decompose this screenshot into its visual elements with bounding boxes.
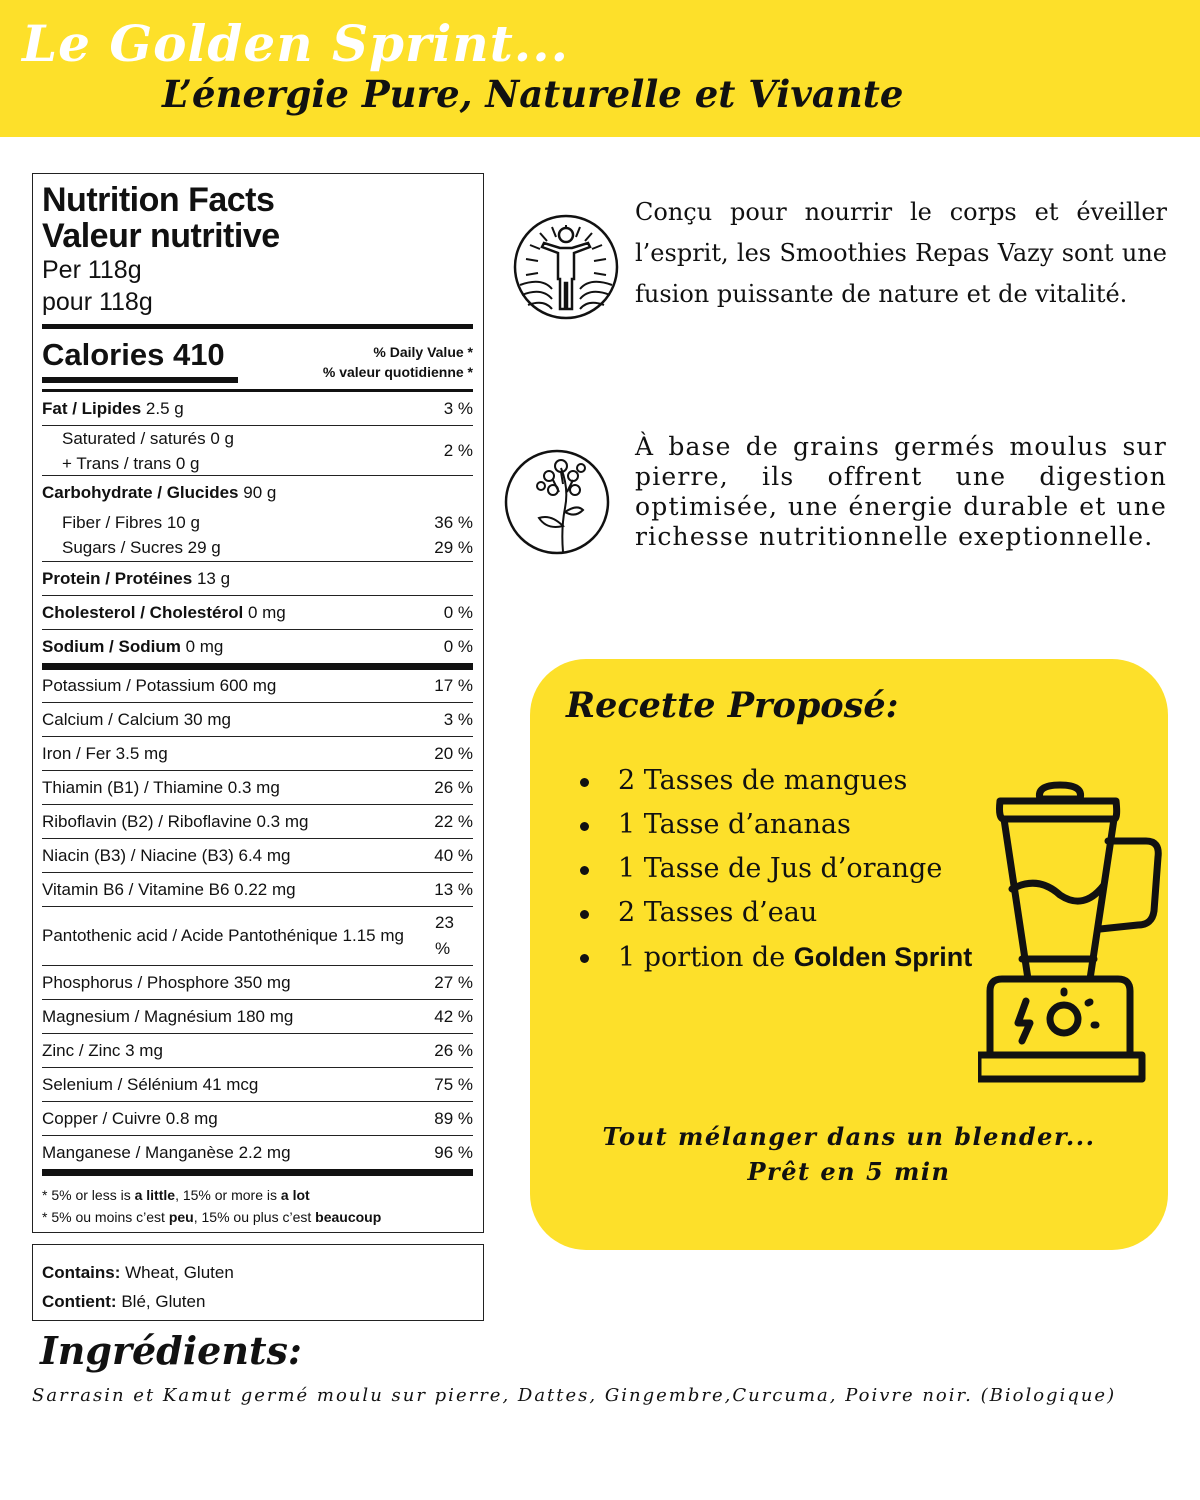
- nutrient-amount: 90 g: [243, 483, 277, 502]
- nutrient-amount: 13 g: [196, 568, 231, 588]
- recipe-item: 1 Tasse de Jus d’orange: [570, 847, 972, 891]
- calories: Calories 410: [42, 337, 225, 372]
- nutrient-row-carb: [42, 476, 473, 510]
- flowering-plant-icon: [503, 448, 611, 556]
- mineral-label: Niacin (B3) / Niacine (B3) 6.4 mg: [42, 845, 291, 865]
- trans-label: + Trans / trans 0 g: [62, 453, 200, 473]
- recipe-item: 1 portion de Golden Sprint: [570, 935, 972, 980]
- banner-title: Le Golden Sprint...: [22, 14, 570, 73]
- mineral-pct: 3 %: [443, 709, 473, 729]
- daily-value-fr: % valeur quotidienne *: [322, 364, 473, 380]
- nutrition-title-en: Nutrition Facts: [42, 181, 275, 219]
- intro-paragraph: Conçu pour nourrir le corps et éveiller l’esprit, les Smoothies Repas Vazy sont une fusion puissante de nature et de vitalité.: [635, 198, 1167, 308]
- mineral-label: Riboflavin (B2) / Riboflavine 0.3 mg: [42, 811, 309, 831]
- ingredients-text: Sarrasin et Kamut germé moulu sur pierre, Dattes, Gingembre,Curcuma, Poivre noir. (Biologique): [32, 1385, 1117, 1406]
- mineral-pct: 17 %: [434, 676, 473, 695]
- grains-paragraph: À base de grains germés moulus sur pierre, ils offrent une digestion optimisée, une énergie durable et une richesse nutritionnelle exeptionnelle.: [635, 432, 1167, 551]
- nutrient-name: Carbohydrate / Glucides: [42, 483, 239, 502]
- mineral-pct: 75 %: [434, 1074, 473, 1094]
- daily-value-en: % Daily Value *: [373, 344, 473, 360]
- contient-line: Contient: Blé, Gluten: [42, 1292, 206, 1311]
- nutrient-row-sodium: [42, 630, 473, 663]
- recipe-title: Recette Proposé:: [566, 685, 899, 726]
- mineral-label: Magnesium / Magnésium 180 mg: [42, 1006, 294, 1026]
- nutrient-row-cholesterol: [42, 596, 473, 630]
- mineral-row: [42, 873, 473, 907]
- mineral-row: [42, 1136, 473, 1169]
- mineral-label: Thiamin (B1) / Thiamine 0.3 mg: [42, 777, 280, 797]
- mineral-label: Phosphorus / Phosphore 350 mg: [42, 972, 291, 992]
- mineral-row: [42, 966, 473, 1000]
- nutrient-pct: 0 %: [443, 602, 473, 622]
- nutrient-pct: 3 %: [443, 398, 473, 418]
- mineral-row: [42, 771, 473, 805]
- allergen-box: [32, 1244, 484, 1321]
- nutrient-pct: 2 %: [443, 441, 473, 460]
- mineral-label: Manganese / Manganèse 2.2 mg: [42, 1142, 291, 1162]
- recipe-list: [570, 759, 972, 980]
- nutrient-amount: 2.5 g: [145, 398, 184, 418]
- mineral-pct: 26 %: [434, 777, 473, 797]
- serving-size-en: Per 118g: [42, 256, 142, 284]
- daily-value-header: [323, 342, 473, 382]
- nutrient-amount: 0 mg: [247, 602, 286, 622]
- mineral-label: Calcium / Calcium 30 mg: [42, 709, 231, 729]
- mineral-pct: 23 %: [435, 913, 454, 958]
- mineral-label: Iron / Fer 3.5 mg: [42, 743, 168, 763]
- bullet-icon: [580, 866, 589, 875]
- ingredients-title: Ingrédients:: [40, 1328, 302, 1373]
- calories-underline: [42, 377, 238, 383]
- recipe-card: [530, 659, 1168, 1250]
- person-sunburst-icon: [512, 213, 620, 321]
- nutrient-amount: 0 mg: [185, 636, 224, 656]
- nutrient-name: Fat / Lipides: [42, 398, 142, 418]
- mineral-pct: 40 %: [434, 845, 473, 865]
- mineral-row: [42, 1000, 473, 1034]
- mineral-row: [42, 703, 473, 737]
- mineral-label: Pantothenic acid / Acide Pantothénique 1.15 mg: [42, 926, 404, 945]
- header-banner: [0, 0, 1200, 137]
- nutrient-name: Sodium / Sodium: [42, 636, 181, 656]
- mineral-label: Potassium / Potassium 600 mg: [42, 676, 277, 695]
- instruction-line-1: Tout mélanger dans un blender...: [602, 1122, 1096, 1151]
- mineral-label: Copper / Cuivre 0.8 mg: [42, 1108, 218, 1128]
- daily-value-footnote: [42, 1176, 473, 1228]
- recipe-item: 1 Tasse d’ananas: [570, 803, 972, 847]
- mineral-pct: 26 %: [434, 1040, 473, 1060]
- bullet-icon: [580, 778, 589, 787]
- serving-size-fr: pour 118g: [42, 288, 153, 316]
- nutrient-row-fiber: [42, 510, 473, 535]
- footnote-en: * 5% or less is a little, 15% or more is a lot: [42, 1187, 310, 1203]
- blender-icon: [978, 779, 1168, 1109]
- bullet-icon: [580, 954, 589, 963]
- saturated-label: Saturated / saturés 0 g: [62, 428, 234, 448]
- mineral-row: [42, 1034, 473, 1068]
- nutrition-title-fr: Valeur nutritive: [42, 217, 280, 255]
- nutrient-pct: 36 %: [434, 512, 473, 532]
- bullet-icon: [580, 822, 589, 831]
- nutrient-pct: 0 %: [443, 636, 473, 656]
- mineral-pct: 96 %: [434, 1142, 473, 1162]
- mineral-row: [42, 1102, 473, 1136]
- recipe-item: 2 Tasses d’eau: [570, 891, 972, 935]
- nutrient-row-protein: [42, 562, 473, 596]
- divider: [42, 1169, 473, 1176]
- mineral-row: [42, 805, 473, 839]
- instruction-line-2: Prêt en 5 min: [747, 1157, 951, 1186]
- mineral-pct: 89 %: [434, 1108, 473, 1128]
- calories-row: [42, 329, 473, 389]
- mineral-pct: 22 %: [434, 811, 473, 831]
- mineral-pct: 42 %: [434, 1006, 473, 1026]
- banner-subtitle: L’énergie Pure, Naturelle et Vivante: [162, 72, 904, 116]
- nutrient-label: Fiber / Fibres 10 g: [62, 512, 200, 532]
- nutrient-label: Sugars / Sucres 29 g: [62, 538, 221, 557]
- recipe-instructions: [530, 1119, 1168, 1189]
- footnote-fr: * 5% ou moins c’est peu, 15% ou plus c’est beaucoup: [42, 1209, 382, 1225]
- mineral-label: Vitamin B6 / Vitamine B6 0.22 mg: [42, 879, 296, 899]
- mineral-pct: 27 %: [434, 972, 473, 992]
- mineral-pct: 20 %: [434, 743, 473, 763]
- nutrition-facts-table: [32, 173, 484, 1233]
- bullet-icon: [580, 910, 589, 919]
- mineral-row: [42, 1068, 473, 1102]
- nutrient-pct: 29 %: [434, 538, 473, 557]
- mineral-row: [42, 907, 473, 966]
- divider: [42, 663, 473, 670]
- mineral-pct: 13 %: [434, 879, 473, 899]
- nutrient-name: Protein / Protéines: [42, 568, 193, 588]
- nutrient-row-fat: [42, 392, 473, 426]
- mineral-label: Zinc / Zinc 3 mg: [42, 1040, 163, 1060]
- mineral-row: [42, 670, 473, 703]
- nutrient-row-saturated: [42, 426, 473, 476]
- mineral-row: [42, 737, 473, 771]
- recipe-item: 2 Tasses de mangues: [570, 759, 972, 803]
- nutrient-row-sugars: [42, 535, 473, 562]
- mineral-label: Selenium / Sélénium 41 mcg: [42, 1074, 259, 1094]
- nutrient-name: Cholesterol / Cholestérol: [42, 602, 244, 622]
- mineral-row: [42, 839, 473, 873]
- contains-line: Contains: Wheat, Gluten: [42, 1263, 234, 1282]
